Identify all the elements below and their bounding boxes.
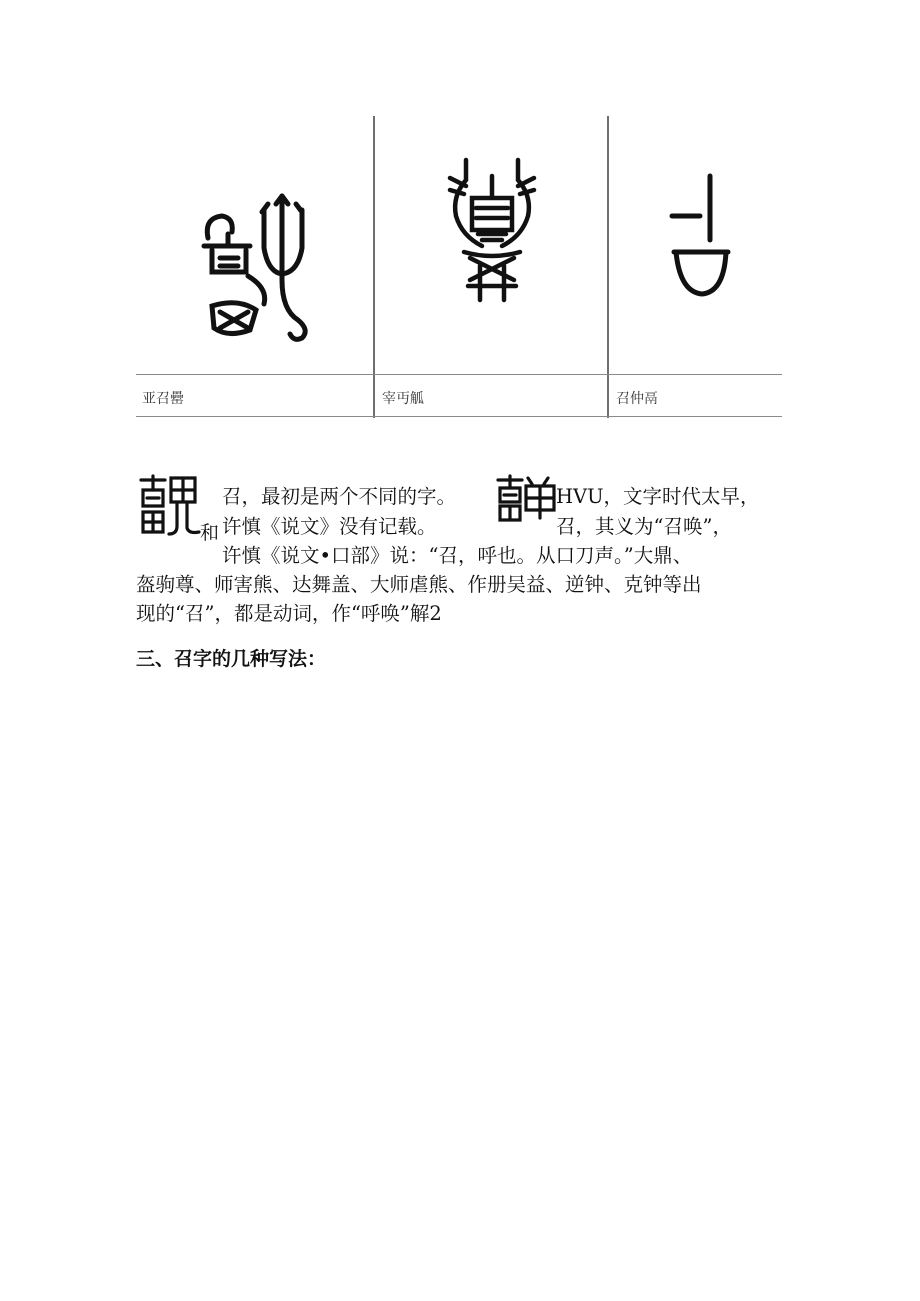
glyph-label: 宰丏觚 bbox=[382, 391, 424, 407]
paragraph-line: 现的“召”，都是动词，作“呼唤”解2 bbox=[136, 602, 442, 625]
inline-character: 和 bbox=[200, 522, 220, 544]
section-heading: 三、召字的几种写法： bbox=[136, 648, 327, 670]
column-divider bbox=[373, 116, 375, 418]
seal-character-image bbox=[496, 474, 558, 526]
seal-glyph-image bbox=[666, 170, 736, 300]
paragraph-line: 召，其义为“召唤”， bbox=[556, 515, 732, 538]
column-divider bbox=[607, 116, 609, 418]
seal-glyph-image bbox=[442, 156, 542, 306]
seal-character-image bbox=[137, 472, 201, 542]
paragraph-line: 许慎《说文》没有记载。 bbox=[222, 515, 437, 538]
glyph-table bbox=[136, 116, 782, 418]
paragraph-line: 盔驹尊、师害熊、达舞盖、大师虐熊、作册吴益、逆钟、克钟等出 bbox=[136, 573, 702, 596]
table-line bbox=[136, 416, 782, 417]
glyph-label: 亚召罍 bbox=[142, 391, 184, 407]
seal-glyph-image bbox=[198, 188, 318, 348]
paragraph-line: 许慎《说文•口部》说：“召，呼也。从口刀声。”大鼎、 bbox=[222, 544, 693, 567]
paragraph-line: 召，最初是两个不同的字。 bbox=[222, 485, 457, 508]
paragraph-line: HVU，文字时代太早， bbox=[556, 485, 760, 508]
table-line bbox=[136, 374, 782, 375]
glyph-label: 召仲鬲 bbox=[616, 391, 658, 407]
